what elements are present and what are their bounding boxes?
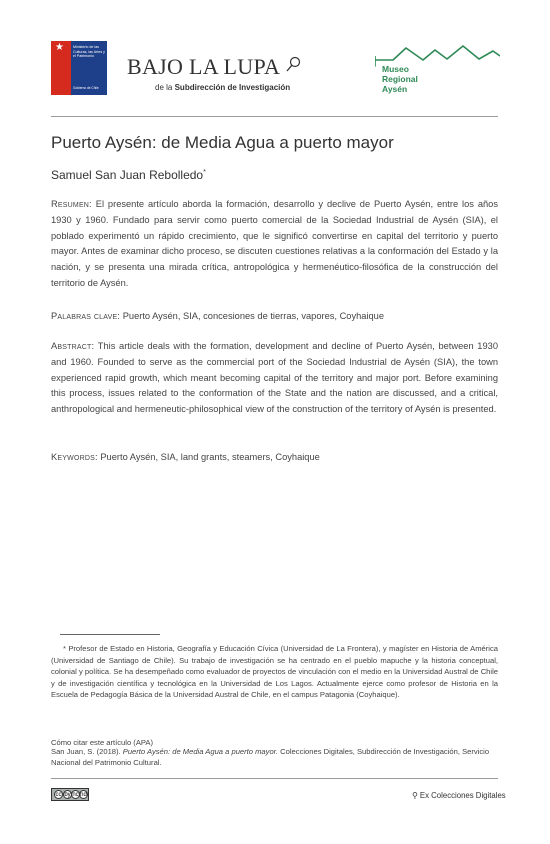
keywords-label: Keywords: — [51, 452, 98, 462]
museo-regional-aysen-logo: Museo Regional Aysén — [382, 64, 418, 94]
lupa-subtitle: de la Subdirección de Investigación — [155, 83, 291, 92]
gov-logo-text: Ministerio de las Culturas, las Artes y el Patrimonio — [73, 45, 105, 59]
abstract-paragraph: Abstract: This article deals with the formation, development and decline of Puerto Aysén, between 1930 and 1960. Founded to serve as the commercial port of the Sociedad Industrial de Aysén (SIA), the town experienced rapid growth, which meant becoming capital of the territory and major port. Before examining this process, issues related to the conformation of the State and the nation are discussed, and a critical, anthropological and hermeneutic-philosophical view of the construction of the territory of Aysén is presented. — [51, 341, 498, 415]
footer-divider — [51, 778, 498, 779]
colecciones-digitales-label: ⚲ Ex Colecciones Digitales — [412, 791, 506, 800]
nc-icon: nc — [72, 792, 79, 798]
resumen-label: Resumen: — [51, 199, 92, 209]
star-icon: ★ — [55, 42, 64, 53]
keywords-paragraph: Keywords: Puerto Aysén, SIA, land grants, steamers, Coyhaique — [51, 452, 320, 462]
article-title: Puerto Aysén: de Media Agua a puerto mayor — [51, 133, 394, 152]
magnifier-small-icon: ⚲ — [412, 791, 418, 800]
resumen-paragraph: Resumen: El presente artículo aborda la formación, desarrollo y declive de Puerto Aysén, entre los años 1930 y 1960. Fundado para servir como puerto comercial de la Sociedad Industrial de Aysén (SIA), el poblado experimentó un rápido crecimiento, que le significó convertirse en capital del territorio y puerto mayor. Antes de examinar dicho proceso, se discuten cuestiones relativas a la conformación del Estado y la nación, y se presenta una mirada crítica, antropológica y hermenéutico-filosófica de la construcción del territorio de Aysén. — [51, 199, 498, 288]
creative-commons-license-badge[interactable] — [51, 788, 89, 801]
gov-logo-subtext: Gobierno de Chile — [73, 86, 99, 90]
nd-icon: nd — [80, 792, 87, 798]
bajo-la-lupa-title: BAJO LA LUPA — [127, 54, 281, 79]
author-name: Samuel San Juan Rebolledo* — [51, 168, 206, 182]
footnote-marker: * — [203, 169, 206, 176]
government-logo — [51, 41, 107, 95]
header-divider — [51, 116, 498, 117]
abstract-label: Abstract: — [51, 341, 95, 351]
citation-label: Cómo citar este artículo (APA) — [51, 738, 153, 747]
citation-text: San Juan, S. (2018). Puerto Aysén: de Media Agua a puerto mayor. Colecciones Digitales, Subdirección de Investigación, Servicio Nacional del Patrimonio Cultural. — [51, 747, 490, 767]
by-icon: by — [64, 792, 71, 798]
palabras-clave-paragraph: Palabras clave: Puerto Aysén, SIA, concesiones de tierras, vapores, Coyhaique — [51, 311, 385, 321]
palabras-clave-label: Palabras clave: — [51, 311, 121, 321]
magnifier-icon — [286, 56, 301, 72]
author-footnote: * Profesor de Estado en Historia, Geografía y Educación Cívica (Universidad de La Frontera), y magíster en Historia de América (Universidad de Santiago de Chile). Su trabajo de investigación se ha centrado en el pueblo mapuche y la historia conceptual, colonial y política. Se ha desempeñado como evaluador de proyectos de vinculación con el medio en la Universidad Austral de Chile y de investigación científica y tecnológica en la Universidad de Los Lagos. Actualmente ejerce como profesor de Historia en la Escuela de Pedagogía Básica de la Universidad Austral de Chile, en el campus Patagonia (Coyhaique). — [51, 644, 498, 700]
footnote-divider — [60, 634, 160, 635]
cc-icon: cc — [55, 792, 62, 798]
